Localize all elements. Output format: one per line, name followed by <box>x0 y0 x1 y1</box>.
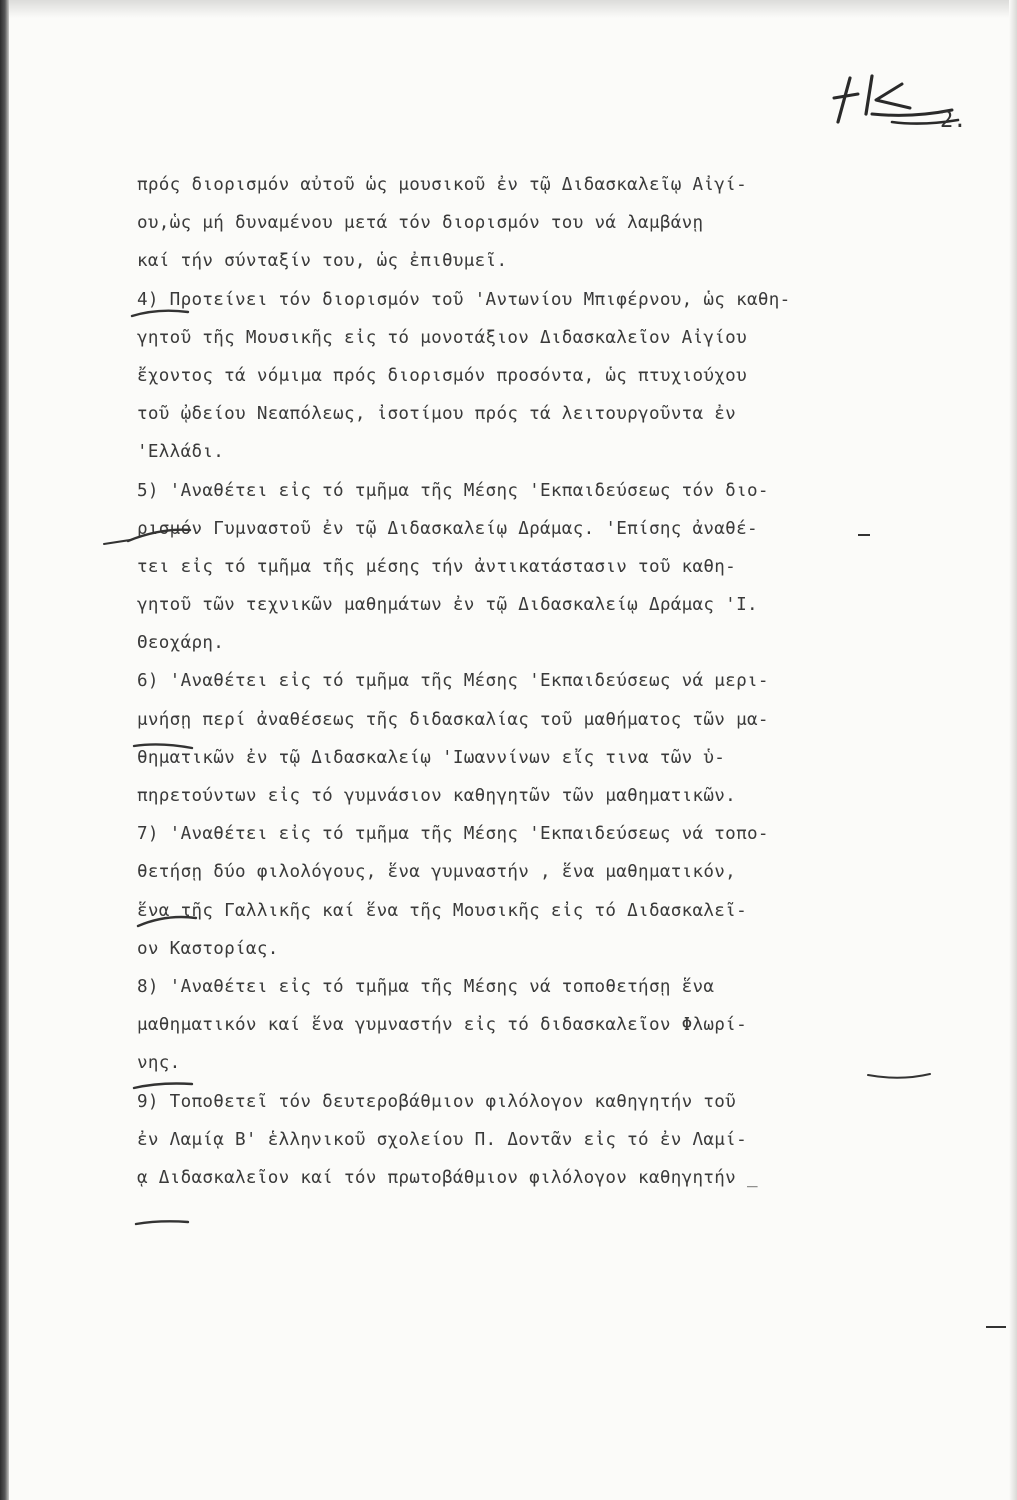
text-line: 6) 'Αναθέτει εἰς τό τμῆμα τῆς Μέσης 'Εκπαιδεύσεως νά μερι- <box>137 671 769 692</box>
text-line: γητοῦ τῶν τεχνικῶν μαθημάτων ἐν τῷ Διδασκαλείῳ Δράμας 'Ι. <box>137 595 758 616</box>
page-number: 2. <box>940 108 967 133</box>
text-line: μαθηματικόν καί ἕνα γυμναστήν εἰς τό διδασκαλεῖον Φλωρί- <box>137 1015 747 1036</box>
text-line: 5) 'Αναθέτει εἰς τό τμῆμα τῆς Μέσης 'Εκπαιδεύσεως τόν διο- <box>137 480 769 501</box>
text-line: 4) Προτείνει τόν διορισμόν τοῦ 'Αντωνίου Μπιφέρνου, ὡς καθη- <box>137 289 791 310</box>
text-line: θετήσῃ δύο φιλολόγους, ἕνα γυμναστήν , ἕνα μαθηματικόν, <box>137 862 737 883</box>
text-line: ον Καστορίας. <box>137 938 279 959</box>
text-line: ου,ὡς μή δυναμένου μετά τόν διορισμόν του νά λαμβάνῃ <box>137 213 704 234</box>
text-line: 8) 'Αναθέτει εἰς τό τμῆμα τῆς Μέσης νά τοποθετήσῃ ἕνα <box>137 976 715 997</box>
text-line: 7) 'Αναθέτει εἰς τό τμῆμα τῆς Μέσης 'Εκπαιδεύσεως νά τοπο- <box>137 824 769 845</box>
text-line: νης. <box>137 1053 181 1074</box>
text-line: μνήσῃ περί ἀναθέσεως τῆς διδασκαλίας τοῦ μαθήματος τῶν μα- <box>137 709 769 730</box>
text-line: ᾳ Διδασκαλεῖον καί τόν πρωτοβάθμιον φιλόλογον καθηγητήν _ <box>137 1167 758 1188</box>
text-line: ἕνα τῆς Γαλλικῆς καί ἕνα τῆς Μουσικῆς εἰς τό Διδασκαλεῖ- <box>137 900 747 921</box>
scan-right-edge-shadow <box>1009 0 1017 1500</box>
text-line: θηματικῶν ἐν τῷ Διδασκαλείῳ 'Ιωαννίνων εἴς τινα τῶν ὑ- <box>137 747 726 768</box>
text-line: ἐν Λαμίᾳ Β' ἑλληνικοῦ σχολείου Π. Δοντᾶν εἰς τό ἐν Λαμί- <box>137 1129 747 1150</box>
text-line: 'Ελλάδι. <box>137 442 225 463</box>
scan-top-edge-shadow <box>9 0 1017 18</box>
text-line: πηρετούντων εἰς τό γυμνάσιον καθηγητῶν τῶν μαθηματικῶν. <box>137 786 737 806</box>
text-line: 9) Τοποθετεῖ τόν δευτεροβάθμιον φιλόλογον καθηγητήν τοῦ <box>137 1091 737 1112</box>
text-line: πρός διορισμόν αὐτοῦ ὡς μουσικοῦ ἐν τῷ Διδασκαλεῖῳ Αἰγί- <box>137 175 747 195</box>
text-line: γητοῦ τῆς Μουσικῆς εἰς τό μονοτάξιον Διδασκαλεῖον Αἰγίου <box>137 327 747 348</box>
text-line: ρισμόν Γυμναστοῦ ἐν τῷ Διδασκαλείῳ Δράμας. 'Επίσης ἀναθέ- <box>137 518 758 539</box>
text-line: τει εἰς τό τμῆμα τῆς μέσης τήν ἀντικατάστασιν τοῦ καθη- <box>137 556 737 577</box>
text-line: Θεοχάρη. <box>137 633 225 654</box>
text-line: τοῦ ᾠδείου Νεαπόλεως, ἰσοτίμου πρός τά λειτουργοῦντα ἐν <box>137 404 737 425</box>
typed-text-body <box>137 166 992 1197</box>
text-line: ἔχοντος τά νόμιμα πρός διορισμόν προσόντα, ὡς πτυχιούχου <box>137 365 747 386</box>
text-line: καί τήν σύνταξίν του, ὡς ἐπιθυμεῖ. <box>137 251 508 272</box>
scan-left-edge-shadow <box>0 0 9 1500</box>
